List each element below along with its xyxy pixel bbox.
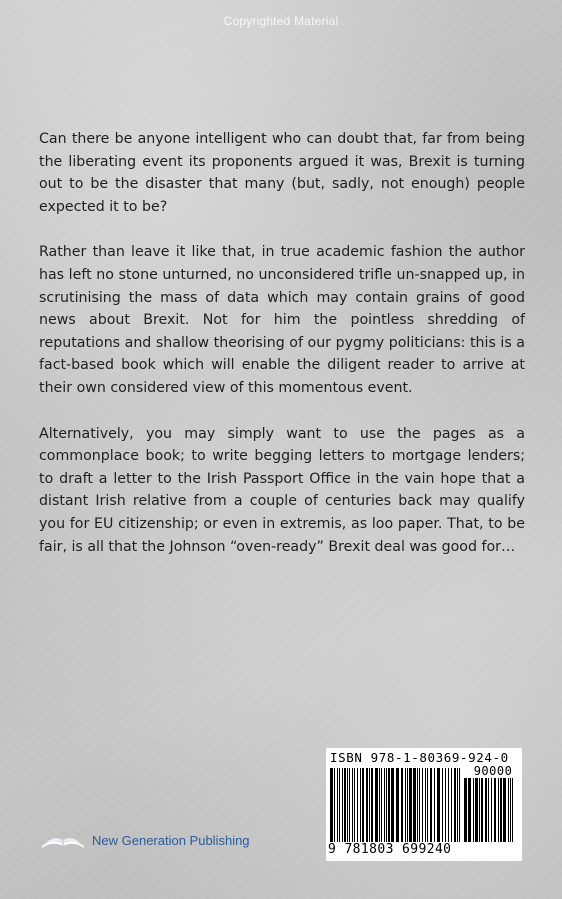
back-cover-blurb [39,128,525,581]
blurb-paragraph-3: Alternatively, you may simply want to use the pages as a commonplace book; to write begging letters to mortgage lenders; to draft a letter to the Irish Passport Office in the vain hope that a distant Irish relative from a couple of centuries back may qualify you for EU citizenship; or even in extremis, as loo paper. That, to be fair, is all that the Johnson “oven-ready” Brexit deal was good for… [39,425,525,555]
addon-barcode-bars [464,778,518,842]
open-book-icon [40,830,86,850]
publisher-name: New Generation Publishing [92,832,250,848]
publisher-logo [40,830,250,850]
price-addon-code: 90000 [473,764,513,778]
blurb-paragraph-1: Can there be anyone intelligent who can doubt that, far from being the liberating event its proponents argued it was, Brexit is turning out to be the disaster that many (but, sadly, not enough) people expected it to be? [39,131,525,215]
copyright-watermark: Copyrighted Material [223,14,339,28]
isbn-number: ISBN 978-1-80369-924-0 [330,750,509,765]
ean-barcode-bars [330,768,462,842]
ean-digits: 9 781803 699240 [328,842,452,857]
isbn-barcode [326,748,522,861]
blurb-paragraph-2: Rather than leave it like that, in true academic fashion the author has left no stone unturned, no unconsidered trifle un-snapped up, in scrutinising the mass of data which may contain grains of good news about Brexit. Not for him the pointless shredding of reputations and shallow theorising of our pygmy politicians: this is a fact-based book which will enable the diligent reader to arrive at their own considered view of this momentous event. [39,244,525,396]
